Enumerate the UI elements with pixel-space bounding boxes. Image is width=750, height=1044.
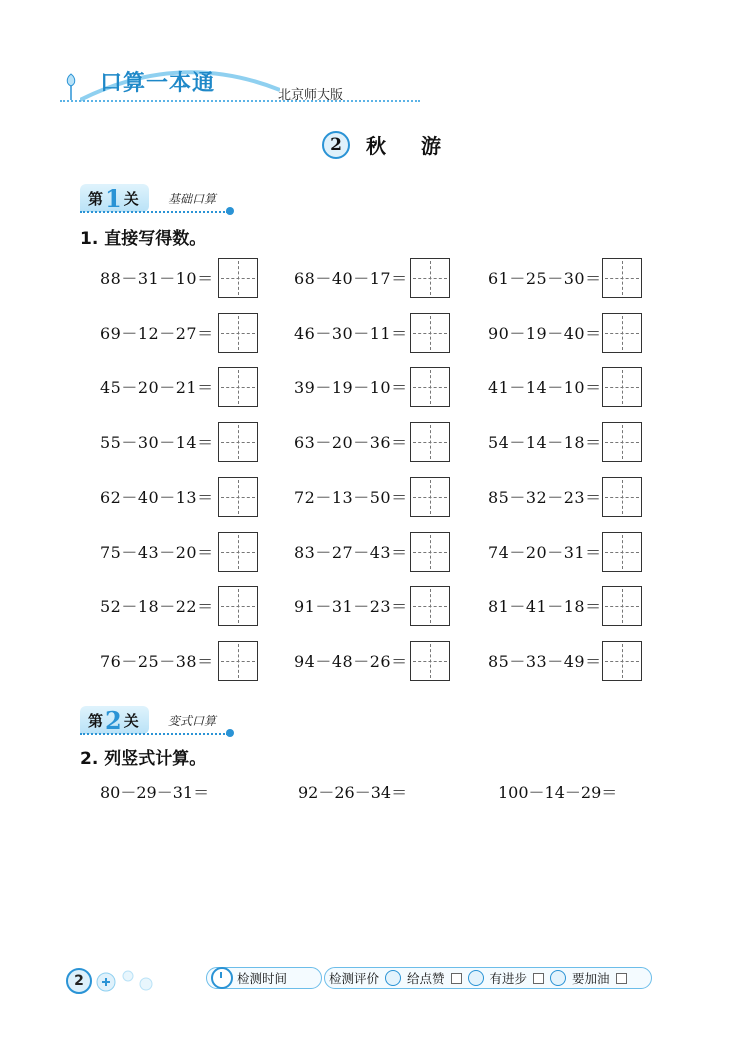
equation-text: 90－19－40＝ xyxy=(488,323,602,343)
answer-box[interactable] xyxy=(410,477,450,517)
logo-text: 口算一本通 xyxy=(100,71,216,96)
alarm-clock-icon xyxy=(211,967,233,989)
equation-text: 81－41－18＝ xyxy=(488,597,602,617)
equation-text: 45－20－21＝ xyxy=(100,378,214,398)
level1-badge xyxy=(80,184,149,212)
equation-text: 39－19－10＝ xyxy=(294,378,408,398)
equation-text: 52－18－22＝ xyxy=(100,597,214,617)
flower-icon xyxy=(468,970,484,986)
answer-box[interactable] xyxy=(218,641,258,681)
answer-box[interactable] xyxy=(218,258,258,298)
section2-title: 2. 列竖式计算。 xyxy=(80,749,207,769)
answer-box[interactable] xyxy=(410,367,450,407)
answer-box[interactable] xyxy=(218,367,258,407)
header xyxy=(60,60,420,110)
equation-text: 61－25－30＝ xyxy=(488,269,602,288)
level2-end-dot xyxy=(226,729,234,737)
level1-badge-number: 1 xyxy=(105,183,122,213)
answer-box[interactable] xyxy=(602,641,642,681)
level2-underline xyxy=(80,733,228,735)
vertical-calc-item: 100－14－29＝ xyxy=(498,783,618,802)
equation-text: 69－12－27＝ xyxy=(100,323,214,343)
equation-text: 41－14－10＝ xyxy=(488,378,602,398)
level2-badge xyxy=(80,706,149,734)
level1-banner xyxy=(80,184,240,214)
check-time xyxy=(206,967,322,989)
equation-text: 54－14－18＝ xyxy=(488,433,602,453)
answer-box[interactable] xyxy=(602,586,642,626)
rating-checkbox[interactable] xyxy=(533,973,544,984)
equation-text: 76－25－38＝ xyxy=(100,651,214,671)
level2-badge-number: 2 xyxy=(105,705,122,735)
answer-box[interactable] xyxy=(410,422,450,462)
answer-box[interactable] xyxy=(218,532,258,572)
tulip-icon xyxy=(60,70,82,100)
level1-subtitle: 基础口算 xyxy=(168,192,217,206)
answer-box[interactable] xyxy=(218,586,258,626)
answer-box[interactable] xyxy=(602,422,642,462)
level2-banner xyxy=(80,706,240,736)
answer-box[interactable] xyxy=(602,477,642,517)
level2-badge-prefix: 第 xyxy=(88,711,104,730)
equation-text: 94－48－26＝ xyxy=(294,651,408,671)
equation-text: 83－27－43＝ xyxy=(294,542,408,562)
answer-box[interactable] xyxy=(410,586,450,626)
answer-box[interactable] xyxy=(218,477,258,517)
vertical-calc-item: 80－29－31＝ xyxy=(100,783,210,802)
answer-box[interactable] xyxy=(602,367,642,407)
equation-text: 85－33－49＝ xyxy=(488,651,602,671)
answer-box[interactable] xyxy=(218,313,258,353)
lesson-number-badge: 2 xyxy=(322,131,350,159)
answer-box[interactable] xyxy=(218,422,258,462)
equation-text: 68－40－17＝ xyxy=(294,269,408,288)
equation-text: 55－30－14＝ xyxy=(100,433,214,453)
equation-text: 63－20－36＝ xyxy=(294,433,408,453)
rating-option-label: 有进步 xyxy=(489,971,528,986)
rating-option-label: 给点赞 xyxy=(407,971,445,986)
equation-text: 72－13－50＝ xyxy=(294,487,408,507)
evaluation-label: 检测评价 xyxy=(329,971,380,986)
level2-badge-suffix: 关 xyxy=(123,711,139,730)
vertical-calc-item: 92－26－34＝ xyxy=(298,783,408,802)
bubble-decoration-icon xyxy=(94,968,164,994)
equation-text: 85－32－23＝ xyxy=(488,487,602,507)
equation-text: 75－43－20＝ xyxy=(100,542,214,562)
check-time-pill xyxy=(206,967,322,989)
lesson-title: 秋 游 xyxy=(366,134,455,158)
answer-box[interactable] xyxy=(410,641,450,681)
level1-badge-suffix: 关 xyxy=(123,189,139,208)
answer-box[interactable] xyxy=(602,258,642,298)
rating-checkbox[interactable] xyxy=(616,973,627,984)
answer-box[interactable] xyxy=(602,313,642,353)
answer-box[interactable] xyxy=(602,532,642,572)
level1-underline xyxy=(80,211,228,213)
evaluation xyxy=(324,967,652,989)
level2-subtitle: 变式口算 xyxy=(168,714,217,728)
equation-text: 46－30－11＝ xyxy=(294,323,408,343)
answer-box[interactable] xyxy=(410,532,450,572)
rating-checkbox[interactable] xyxy=(451,973,462,984)
edition-label: 北京师大版 xyxy=(278,88,344,103)
check-time-label: 检测时间 xyxy=(237,971,288,986)
lesson-heading xyxy=(322,130,455,159)
page-number: 2 xyxy=(66,968,92,994)
equation-text: 62－40－13＝ xyxy=(100,487,214,507)
answer-box[interactable] xyxy=(410,258,450,298)
flower-icon xyxy=(550,970,566,986)
answer-box[interactable] xyxy=(410,313,450,353)
flower-icon xyxy=(385,970,401,986)
equation-text: 91－31－23＝ xyxy=(294,597,408,617)
rating-option-label: 要加油 xyxy=(572,971,610,986)
level1-badge-prefix: 第 xyxy=(88,189,104,208)
level1-end-dot xyxy=(226,207,234,215)
section1-title: 1. 直接写得数。 xyxy=(80,229,207,249)
equation-text: 88－31－10＝ xyxy=(100,269,214,288)
equation-text: 74－20－31＝ xyxy=(488,542,602,562)
evaluation-pill xyxy=(324,967,652,989)
header-divider xyxy=(60,100,420,102)
